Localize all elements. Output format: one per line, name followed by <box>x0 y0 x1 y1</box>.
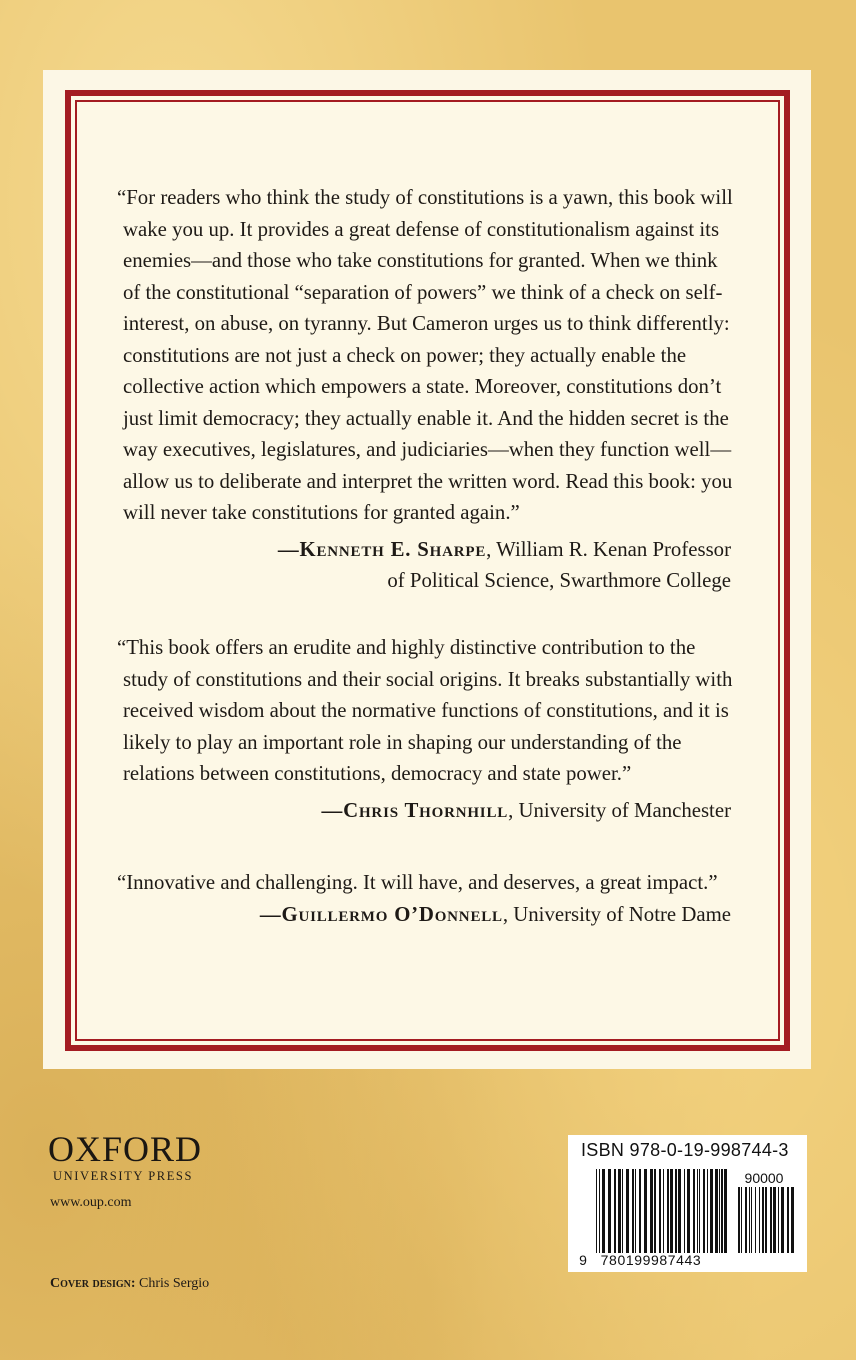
barcode-bar <box>719 1169 720 1253</box>
barcode-bar <box>602 1169 605 1253</box>
blurb-1 <box>117 182 735 592</box>
addon-bars <box>738 1187 794 1253</box>
barcode-bar <box>608 1169 611 1253</box>
attribution-affiliation: , William R. Kenan Professor <box>486 537 731 561</box>
barcode-bar <box>749 1187 750 1253</box>
barcode-bar <box>707 1169 708 1253</box>
barcode-bar <box>675 1169 677 1253</box>
blurb-text: “Innovative and challenging. It will have, and deserves, a great impact.” <box>117 871 718 894</box>
blurb-attribution <box>123 534 735 597</box>
attribution-name: —Kenneth E. Sharpe <box>277 537 487 561</box>
blurbs <box>117 182 735 930</box>
credit-name: Chris Sergio <box>139 1276 210 1291</box>
barcode-bar <box>791 1187 794 1253</box>
barcode-bars <box>596 1169 727 1253</box>
barcode-bar <box>667 1169 669 1253</box>
barcode-graphic <box>568 1135 807 1272</box>
barcode-bar <box>618 1169 621 1253</box>
barcode-bar <box>639 1169 641 1253</box>
barcode-bar <box>622 1169 623 1253</box>
addon-digits: 90000 <box>744 1170 784 1186</box>
publisher-name: OXFORD <box>48 1129 203 1169</box>
barcode-bar <box>745 1187 747 1253</box>
barcode-bar <box>670 1169 673 1253</box>
blurb-text: “For readers who think the study of constitutions is a yawn, this book will wake you up. It provides a great defense of constitutionalism against its enemies—and those who take constitutions for granted. When we think of the constitutional “separation of powers” we think of a check on self-interest, on abuse, on tyranny. But Cameron urges us to think differently: constitutions are not just a check on power; they actually enable the collective action which empowers a state. Moreover, constitutions don’t just limit democracy; they actually enable it. And the hidden secret is the way executives, legislatures, and judiciaries—when they function well—allow us to deliberate and interpret the written word. Read this book: you will never take constitutions for granted again.” <box>117 186 733 524</box>
barcode-bar <box>596 1169 597 1253</box>
blurb-attribution <box>123 795 735 827</box>
barcode-bar <box>659 1169 661 1253</box>
barcode-bar <box>741 1187 742 1253</box>
publisher-subtitle: UNIVERSITY PRESS <box>52 1169 194 1183</box>
barcode-bar <box>751 1187 752 1253</box>
attribution-affiliation-line2: of Political Science, Swarthmore College <box>387 569 731 592</box>
barcode-bar <box>599 1169 600 1253</box>
barcode-bar <box>738 1187 740 1253</box>
attribution-affiliation: , University of Notre Dame <box>502 902 731 926</box>
blurb-attribution <box>123 899 735 931</box>
barcode-bar <box>773 1187 776 1253</box>
barcode-bar <box>781 1187 784 1253</box>
barcode-bar <box>770 1187 772 1253</box>
barcode-bar <box>715 1169 718 1253</box>
barcode-bar <box>614 1169 616 1253</box>
publisher-logo <box>48 1129 203 1184</box>
cover-credit <box>50 1276 209 1292</box>
barcode-bar <box>724 1169 727 1253</box>
attribution-name: —Chris Thornhill <box>321 798 509 822</box>
barcode-bar <box>654 1169 656 1253</box>
barcode-bar <box>650 1169 653 1253</box>
barcode-bar <box>684 1169 685 1253</box>
attribution-affiliation: , University of Manchester <box>508 798 731 822</box>
barcode-box <box>568 1135 807 1272</box>
barcode-bar <box>765 1187 767 1253</box>
barcode-bar <box>697 1169 698 1253</box>
barcode-bar <box>632 1169 634 1253</box>
attribution-name: —Guillermo O’Donnell <box>259 902 503 926</box>
barcode-bar <box>663 1169 664 1253</box>
barcode-bar <box>710 1169 713 1253</box>
barcode-bar <box>687 1169 690 1253</box>
barcode-bar <box>693 1169 695 1253</box>
barcode-bar <box>703 1169 705 1253</box>
barcode-bar <box>755 1187 756 1253</box>
barcode-bar <box>762 1187 764 1253</box>
barcode-bar <box>644 1169 647 1253</box>
barcode-bar <box>678 1169 681 1253</box>
barcode-bar <box>778 1187 779 1253</box>
publisher-website[interactable]: www.oup.com <box>50 1195 132 1210</box>
barcode-bar <box>721 1169 723 1253</box>
barcode-bar <box>787 1187 789 1253</box>
barcode-bar <box>699 1169 700 1253</box>
barcode-bar <box>635 1169 636 1253</box>
blurb-3 <box>117 867 735 930</box>
barcode-first-digit: 9 <box>579 1252 587 1268</box>
barcode-digits: 780199987443 <box>600 1252 702 1268</box>
barcode-bar <box>759 1187 760 1253</box>
barcode-bar <box>626 1169 629 1253</box>
credit-label: Cover design: <box>50 1276 136 1291</box>
isbn-label: ISBN 978-0-19-998744-3 <box>581 1140 789 1160</box>
blurb-2 <box>117 632 735 826</box>
blurb-text: “This book offers an erudite and highly distinctive contribution to the study of constitutions and their social origins. It breaks substantially with received wisdom about the normative functions of constitutions, and it is likely to play an important role in shaping our understanding of the relations between constitutions, democracy and state power.” <box>117 636 733 785</box>
